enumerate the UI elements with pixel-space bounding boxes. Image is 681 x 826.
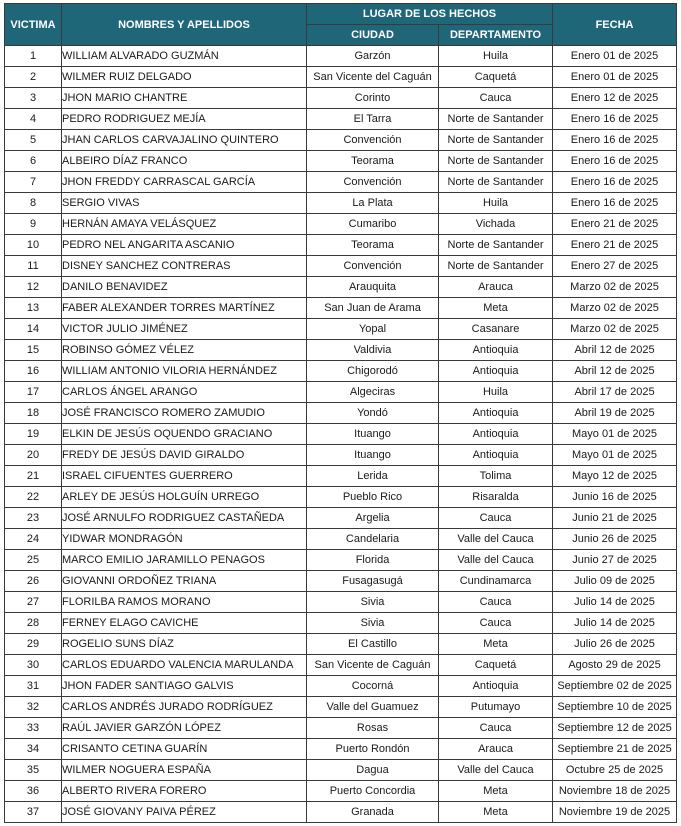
table-row [5, 613, 677, 634]
table-row [5, 802, 677, 823]
table-row [5, 508, 677, 529]
victim-name-cell: WILLIAM ALVARADO GUZMÁN [62, 46, 307, 67]
table-row [5, 361, 677, 382]
victim-number-cell: 12 [5, 277, 62, 298]
date-cell: Junio 16 de 2025 [553, 487, 677, 508]
table-row [5, 109, 677, 130]
date-cell: Marzo 02 de 2025 [553, 298, 677, 319]
date-cell: Enero 16 de 2025 [553, 172, 677, 193]
table-row [5, 277, 677, 298]
victim-number-cell: 13 [5, 298, 62, 319]
city-cell: Lerida [307, 466, 439, 487]
city-cell: Arauquita [307, 277, 439, 298]
city-cell: San Juan de Arama [307, 298, 439, 319]
date-cell: Septiembre 02 de 2025 [553, 676, 677, 697]
header-department: DEPARTAMENTO [439, 25, 553, 46]
table-row [5, 466, 677, 487]
department-cell: Valle del Cauca [439, 760, 553, 781]
department-cell: Caquetá [439, 655, 553, 676]
victim-number-cell: 4 [5, 109, 62, 130]
date-cell: Junio 27 de 2025 [553, 550, 677, 571]
department-cell: Arauca [439, 277, 553, 298]
city-cell: Corinto [307, 88, 439, 109]
city-cell: Candelaria [307, 529, 439, 550]
table-row [5, 655, 677, 676]
city-cell: Puerto Concordia [307, 781, 439, 802]
victim-number-cell: 8 [5, 193, 62, 214]
department-cell: Norte de Santander [439, 172, 553, 193]
city-cell: Puerto Rondón [307, 739, 439, 760]
victim-number-cell: 34 [5, 739, 62, 760]
date-cell: Enero 16 de 2025 [553, 109, 677, 130]
victim-number-cell: 28 [5, 613, 62, 634]
victim-name-cell: JOSÉ FRANCISCO ROMERO ZAMUDIO [62, 403, 307, 424]
city-cell: Yopal [307, 319, 439, 340]
department-cell: Antioquia [439, 340, 553, 361]
date-cell: Julio 14 de 2025 [553, 592, 677, 613]
department-cell: Arauca [439, 739, 553, 760]
victim-name-cell: ALBERTO RIVERA FORERO [62, 781, 307, 802]
department-cell: Huila [439, 193, 553, 214]
city-cell: Granada [307, 802, 439, 823]
date-cell: Mayo 12 de 2025 [553, 466, 677, 487]
department-cell: Cauca [439, 613, 553, 634]
victim-name-cell: MARCO EMILIO JARAMILLO PENAGOS [62, 550, 307, 571]
date-cell: Marzo 02 de 2025 [553, 319, 677, 340]
department-cell: Valle del Cauca [439, 550, 553, 571]
department-cell: Casanare [439, 319, 553, 340]
victim-name-cell: YIDWAR MONDRAGÓN [62, 529, 307, 550]
department-cell: Antioquia [439, 445, 553, 466]
city-cell: Argelia [307, 508, 439, 529]
victim-number-cell: 3 [5, 88, 62, 109]
victim-name-cell: VICTOR JULIO JIMÉNEZ [62, 319, 307, 340]
department-cell: Vichada [439, 214, 553, 235]
city-cell: Ituango [307, 424, 439, 445]
date-cell: Enero 16 de 2025 [553, 151, 677, 172]
victim-name-cell: WILLIAM ANTONIO VILORIA HERNÁNDEZ [62, 361, 307, 382]
victim-number-cell: 7 [5, 172, 62, 193]
city-cell: Valle del Guamuez [307, 697, 439, 718]
department-cell: Norte de Santander [439, 109, 553, 130]
city-cell: Teorama [307, 235, 439, 256]
city-cell: Rosas [307, 718, 439, 739]
victim-name-cell: ALBEIRO DÍAZ FRANCO [62, 151, 307, 172]
date-cell: Julio 26 de 2025 [553, 634, 677, 655]
table-row [5, 88, 677, 109]
table-row [5, 739, 677, 760]
header-city: CIUDAD [307, 25, 439, 46]
city-cell: Yondó [307, 403, 439, 424]
department-cell: Cauca [439, 88, 553, 109]
victim-name-cell: PEDRO RODRIGUEZ MEJÍA [62, 109, 307, 130]
table-row [5, 718, 677, 739]
header-name: NOMBRES Y APELLIDOS [62, 4, 307, 46]
city-cell: El Castillo [307, 634, 439, 655]
victim-name-cell: CARLOS ANDRÉS JURADO RODRÍGUEZ [62, 697, 307, 718]
table-row [5, 340, 677, 361]
victim-number-cell: 5 [5, 130, 62, 151]
victim-number-cell: 14 [5, 319, 62, 340]
city-cell: Cumaribo [307, 214, 439, 235]
victim-name-cell: JHON MARIO CHANTRE [62, 88, 307, 109]
victim-name-cell: ARLEY DE JESÚS HOLGUÍN URREGO [62, 487, 307, 508]
header-victim: VICTIMA [5, 4, 62, 46]
date-cell: Marzo 02 de 2025 [553, 277, 677, 298]
department-cell: Antioquia [439, 424, 553, 445]
victim-name-cell: WILMER RUIZ DELGADO [62, 67, 307, 88]
city-cell: Pueblo Rico [307, 487, 439, 508]
city-cell: Convención [307, 172, 439, 193]
department-cell: Cauca [439, 508, 553, 529]
victim-name-cell: ISRAEL CIFUENTES GUERRERO [62, 466, 307, 487]
department-cell: Tolima [439, 466, 553, 487]
city-cell: Fusagasugá [307, 571, 439, 592]
date-cell: Mayo 01 de 2025 [553, 424, 677, 445]
victim-number-cell: 16 [5, 361, 62, 382]
city-cell: Dagua [307, 760, 439, 781]
department-cell: Norte de Santander [439, 130, 553, 151]
victim-name-cell: JHAN CARLOS CARVAJALINO QUINTERO [62, 130, 307, 151]
victim-name-cell: FLORILBA RAMOS MORANO [62, 592, 307, 613]
victim-name-cell: PEDRO NEL ANGARITA ASCANIO [62, 235, 307, 256]
city-cell: Convención [307, 130, 439, 151]
date-cell: Enero 01 de 2025 [553, 67, 677, 88]
city-cell: Ituango [307, 445, 439, 466]
table-row [5, 487, 677, 508]
victim-name-cell: DANILO BENAVIDEZ [62, 277, 307, 298]
table-row [5, 151, 677, 172]
victim-number-cell: 24 [5, 529, 62, 550]
victim-number-cell: 22 [5, 487, 62, 508]
department-cell: Huila [439, 382, 553, 403]
department-cell: Antioquia [439, 403, 553, 424]
department-cell: Meta [439, 781, 553, 802]
city-cell: Cocorná [307, 676, 439, 697]
victim-number-cell: 1 [5, 46, 62, 67]
date-cell: Abril 17 de 2025 [553, 382, 677, 403]
date-cell: Abril 19 de 2025 [553, 403, 677, 424]
city-cell: Sivia [307, 613, 439, 634]
header-row-top [5, 4, 677, 25]
date-cell: Septiembre 10 de 2025 [553, 697, 677, 718]
victim-number-cell: 33 [5, 718, 62, 739]
victim-number-cell: 23 [5, 508, 62, 529]
table-row [5, 214, 677, 235]
date-cell: Enero 27 de 2025 [553, 256, 677, 277]
city-cell: Valdivia [307, 340, 439, 361]
victim-name-cell: RAÚL JAVIER GARZÓN LÓPEZ [62, 718, 307, 739]
date-cell: Julio 09 de 2025 [553, 571, 677, 592]
victim-number-cell: 29 [5, 634, 62, 655]
victim-number-cell: 26 [5, 571, 62, 592]
victim-name-cell: CARLOS ÁNGEL ARANGO [62, 382, 307, 403]
victim-name-cell: CARLOS EDUARDO VALENCIA MARULANDA [62, 655, 307, 676]
date-cell: Enero 01 de 2025 [553, 46, 677, 67]
date-cell: Abril 12 de 2025 [553, 340, 677, 361]
department-cell: Huila [439, 46, 553, 67]
victim-number-cell: 35 [5, 760, 62, 781]
victim-name-cell: SERGIO VIVAS [62, 193, 307, 214]
victim-number-cell: 36 [5, 781, 62, 802]
city-cell: Sivia [307, 592, 439, 613]
date-cell: Noviembre 18 de 2025 [553, 781, 677, 802]
table-row [5, 130, 677, 151]
table-row [5, 403, 677, 424]
date-cell: Septiembre 12 de 2025 [553, 718, 677, 739]
department-cell: Norte de Santander [439, 256, 553, 277]
date-cell: Enero 16 de 2025 [553, 193, 677, 214]
victim-name-cell: CRISANTO CETINA GUARÍN [62, 739, 307, 760]
date-cell: Junio 21 de 2025 [553, 508, 677, 529]
victim-number-cell: 30 [5, 655, 62, 676]
table-row [5, 172, 677, 193]
table-row [5, 46, 677, 67]
victim-name-cell: JHON FREDDY CARRASCAL GARCÍA [62, 172, 307, 193]
city-cell: Chigorodó [307, 361, 439, 382]
table-body [5, 46, 677, 823]
victim-number-cell: 31 [5, 676, 62, 697]
department-cell: Cauca [439, 718, 553, 739]
table-row [5, 697, 677, 718]
victim-name-cell: DISNEY SANCHEZ CONTRERAS [62, 256, 307, 277]
victim-number-cell: 25 [5, 550, 62, 571]
department-cell: Antioquia [439, 676, 553, 697]
department-cell: Meta [439, 298, 553, 319]
date-cell: Junio 26 de 2025 [553, 529, 677, 550]
department-cell: Norte de Santander [439, 151, 553, 172]
victim-number-cell: 15 [5, 340, 62, 361]
table-row [5, 571, 677, 592]
table-row [5, 634, 677, 655]
department-cell: Norte de Santander [439, 235, 553, 256]
victims-table [4, 3, 677, 823]
department-cell: Meta [439, 802, 553, 823]
header-date: FECHA [553, 4, 677, 46]
victim-number-cell: 27 [5, 592, 62, 613]
victim-number-cell: 37 [5, 802, 62, 823]
victim-name-cell: GIOVANNI ORDOÑEZ TRIANA [62, 571, 307, 592]
date-cell: Enero 12 de 2025 [553, 88, 677, 109]
date-cell: Enero 21 de 2025 [553, 235, 677, 256]
table-row [5, 760, 677, 781]
table-row [5, 256, 677, 277]
table-row [5, 193, 677, 214]
city-cell: Teorama [307, 151, 439, 172]
department-cell: Caquetá [439, 67, 553, 88]
victim-name-cell: JHON FADER SANTIAGO GALVIS [62, 676, 307, 697]
victim-name-cell: JOSÉ GIOVANY PAIVA PÉREZ [62, 802, 307, 823]
date-cell: Enero 16 de 2025 [553, 130, 677, 151]
victim-number-cell: 32 [5, 697, 62, 718]
victim-name-cell: FERNEY ELAGO CAVICHE [62, 613, 307, 634]
city-cell: Algeciras [307, 382, 439, 403]
victim-number-cell: 6 [5, 151, 62, 172]
victim-name-cell: WILMER NOGUERA ESPAÑA [62, 760, 307, 781]
victim-number-cell: 10 [5, 235, 62, 256]
victim-name-cell: FREDY DE JESÚS DAVID GIRALDO [62, 445, 307, 466]
date-cell: Enero 21 de 2025 [553, 214, 677, 235]
table-row [5, 382, 677, 403]
victim-number-cell: 20 [5, 445, 62, 466]
city-cell: San Vicente de Caguán [307, 655, 439, 676]
victim-number-cell: 17 [5, 382, 62, 403]
department-cell: Antioquia [439, 361, 553, 382]
date-cell: Octubre 25 de 2025 [553, 760, 677, 781]
victim-number-cell: 18 [5, 403, 62, 424]
department-cell: Valle del Cauca [439, 529, 553, 550]
table-row [5, 319, 677, 340]
city-cell: Convención [307, 256, 439, 277]
victim-name-cell: ROGELIO SUNS DÍAZ [62, 634, 307, 655]
table-row [5, 67, 677, 88]
victim-number-cell: 21 [5, 466, 62, 487]
city-cell: El Tarra [307, 109, 439, 130]
city-cell: Florida [307, 550, 439, 571]
date-cell: Agosto 29 de 2025 [553, 655, 677, 676]
department-cell: Cundinamarca [439, 571, 553, 592]
victim-name-cell: ROBINSO GÓMEZ VÉLEZ [62, 340, 307, 361]
victim-name-cell: ELKIN DE JESÚS OQUENDO GRACIANO [62, 424, 307, 445]
city-cell: San Vicente del Caguán [307, 67, 439, 88]
date-cell: Mayo 01 de 2025 [553, 445, 677, 466]
victim-number-cell: 19 [5, 424, 62, 445]
table-row [5, 781, 677, 802]
table-row [5, 676, 677, 697]
victim-number-cell: 9 [5, 214, 62, 235]
date-cell: Abril 12 de 2025 [553, 361, 677, 382]
victim-number-cell: 2 [5, 67, 62, 88]
date-cell: Noviembre 19 de 2025 [553, 802, 677, 823]
table-row [5, 550, 677, 571]
department-cell: Cauca [439, 592, 553, 613]
department-cell: Putumayo [439, 697, 553, 718]
city-cell: Garzón [307, 46, 439, 67]
department-cell: Risaralda [439, 487, 553, 508]
table-row [5, 298, 677, 319]
city-cell: La Plata [307, 193, 439, 214]
date-cell: Julio 14 de 2025 [553, 613, 677, 634]
header-place-group: LUGAR DE LOS HECHOS [307, 4, 553, 25]
table-row [5, 592, 677, 613]
victim-name-cell: HERNÁN AMAYA VELÁSQUEZ [62, 214, 307, 235]
department-cell: Meta [439, 634, 553, 655]
table-row [5, 445, 677, 466]
table-row [5, 235, 677, 256]
table-row [5, 529, 677, 550]
date-cell: Septiembre 21 de 2025 [553, 739, 677, 760]
victim-name-cell: JOSÉ ARNULFO RODRIGUEZ CASTAÑEDA [62, 508, 307, 529]
victim-name-cell: FABER ALEXANDER TORRES MARTÍNEZ [62, 298, 307, 319]
victim-number-cell: 11 [5, 256, 62, 277]
table-row [5, 424, 677, 445]
